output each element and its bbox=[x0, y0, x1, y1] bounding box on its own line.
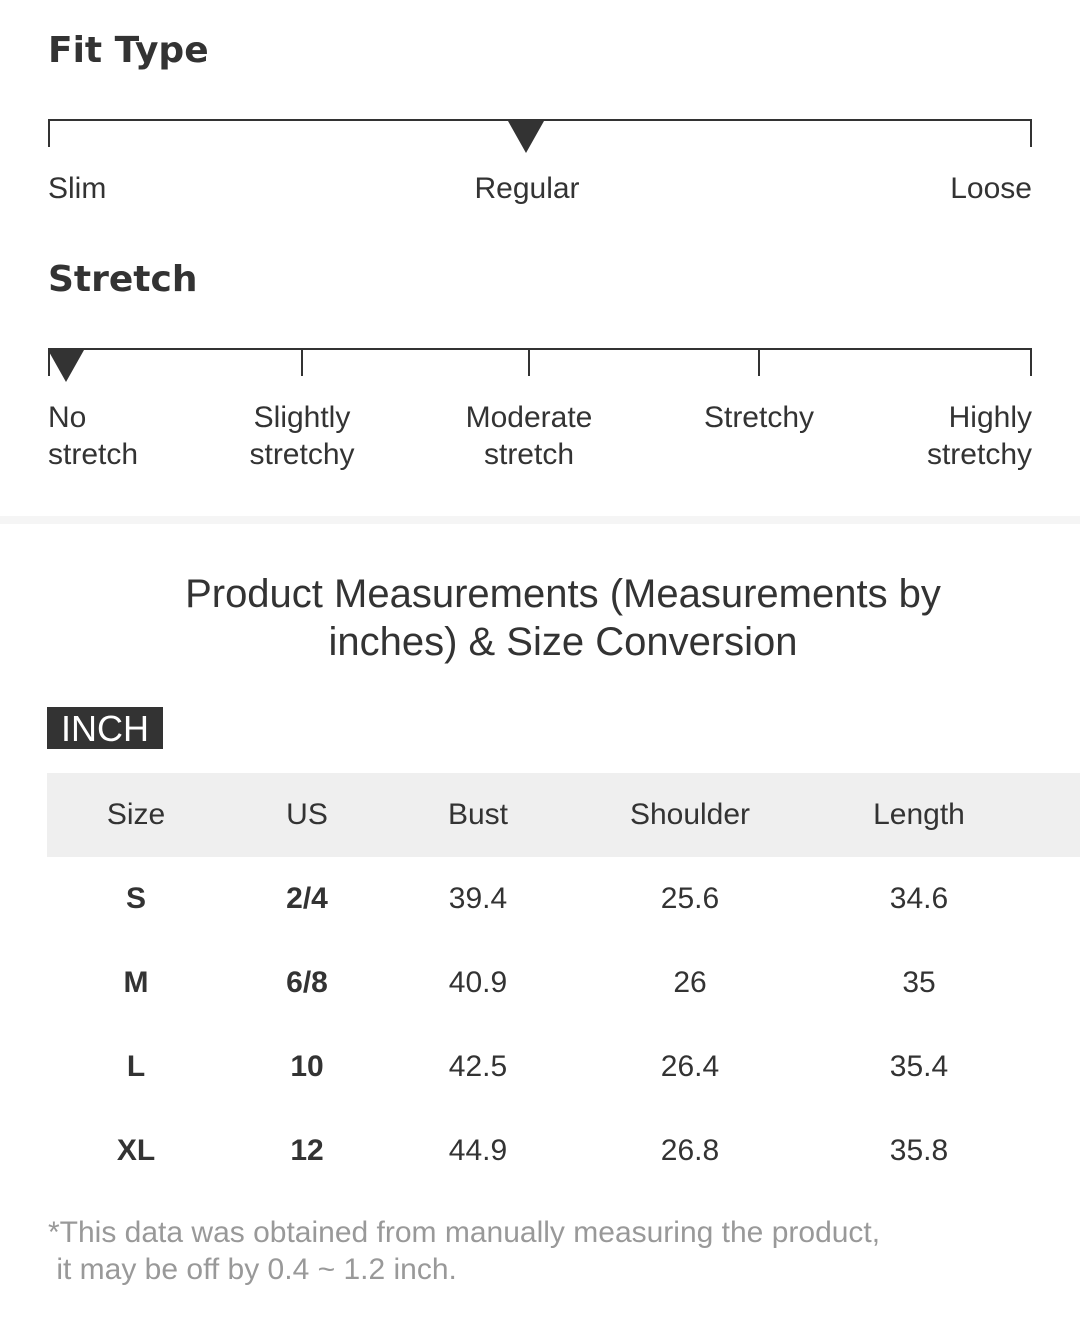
table-header-row bbox=[47, 773, 1080, 857]
cell-bust: 42.5 bbox=[448, 1050, 508, 1083]
cell-spacer bbox=[1025, 1109, 1080, 1193]
cell-size: M bbox=[123, 966, 149, 999]
column-header-shoulder: Shoulder bbox=[567, 773, 813, 857]
stretch-scale-line bbox=[48, 348, 1032, 350]
cell-us: 6/8 bbox=[286, 966, 328, 999]
size-chart-table bbox=[47, 773, 1080, 1193]
cell-length: 35.8 bbox=[889, 1134, 949, 1167]
stretch-label-no-stretch: No stretch bbox=[48, 401, 139, 471]
cell-size: XL bbox=[116, 1134, 156, 1167]
stretch-title: Stretch bbox=[48, 259, 198, 300]
column-header-bust: Bust bbox=[389, 773, 567, 857]
cell-length: 35 bbox=[902, 966, 936, 999]
cell-shoulder: 26 bbox=[673, 966, 707, 999]
cell-bust: 39.4 bbox=[448, 882, 508, 915]
cell-bust: 44.9 bbox=[448, 1134, 508, 1167]
cell-us: 2/4 bbox=[286, 882, 328, 915]
fit-scale-tick-left bbox=[48, 119, 50, 147]
stretch-tick-4 bbox=[758, 348, 760, 376]
cell-size: S bbox=[125, 882, 146, 915]
cell-spacer bbox=[1025, 857, 1080, 941]
stretch-label-highly-stretchy: Highly stretchy bbox=[926, 401, 1032, 471]
cell-size: L bbox=[126, 1050, 146, 1083]
cell-length: 34.6 bbox=[889, 882, 949, 915]
table-row bbox=[47, 1109, 1080, 1193]
fit-selected-marker-icon bbox=[508, 121, 544, 153]
cell-us: 10 bbox=[290, 1050, 324, 1083]
stretch-tick-2 bbox=[301, 348, 303, 376]
table-row bbox=[47, 941, 1080, 1025]
cell-shoulder: 26.8 bbox=[660, 1134, 720, 1167]
column-header-length: Length bbox=[813, 773, 1025, 857]
stretch-tick-5 bbox=[1030, 348, 1032, 376]
section-divider bbox=[0, 516, 1080, 524]
cell-spacer bbox=[1025, 941, 1080, 1025]
fit-label-slim: Slim bbox=[48, 172, 107, 205]
unit-badge: INCH bbox=[47, 707, 163, 749]
cell-bust: 40.9 bbox=[448, 966, 508, 999]
measurement-footnote: *This data was obtained from manually measuring the product, it may be off by 0.4 ~ 1.2 inch. bbox=[48, 1216, 881, 1286]
table-row bbox=[47, 1025, 1080, 1109]
column-header-size: Size bbox=[47, 773, 225, 857]
fit-label-regular: Regular bbox=[474, 172, 580, 205]
cell-shoulder: 25.6 bbox=[660, 882, 720, 915]
stretch-label-stretchy: Stretchy bbox=[703, 401, 815, 434]
stretch-tick-3 bbox=[528, 348, 530, 376]
column-header-spacer bbox=[1025, 773, 1080, 857]
stretch-label-slightly-stretchy: Slightly stretchy bbox=[249, 401, 355, 471]
fit-type-title: Fit Type bbox=[48, 30, 209, 71]
measurements-title: Product Measurements (Measurements by inches) & Size Conversion bbox=[185, 572, 941, 664]
fit-scale-tick-right bbox=[1030, 119, 1032, 147]
stretch-selected-marker-icon bbox=[48, 350, 84, 382]
fit-label-loose: Loose bbox=[950, 172, 1032, 205]
cell-shoulder: 26.4 bbox=[660, 1050, 720, 1083]
stretch-label-moderate-stretch: Moderate stretch bbox=[465, 401, 593, 471]
table-row bbox=[47, 857, 1080, 941]
cell-spacer bbox=[1025, 1025, 1080, 1109]
column-header-us: US bbox=[225, 773, 389, 857]
cell-us: 12 bbox=[290, 1134, 324, 1167]
cell-length: 35.4 bbox=[889, 1050, 949, 1083]
